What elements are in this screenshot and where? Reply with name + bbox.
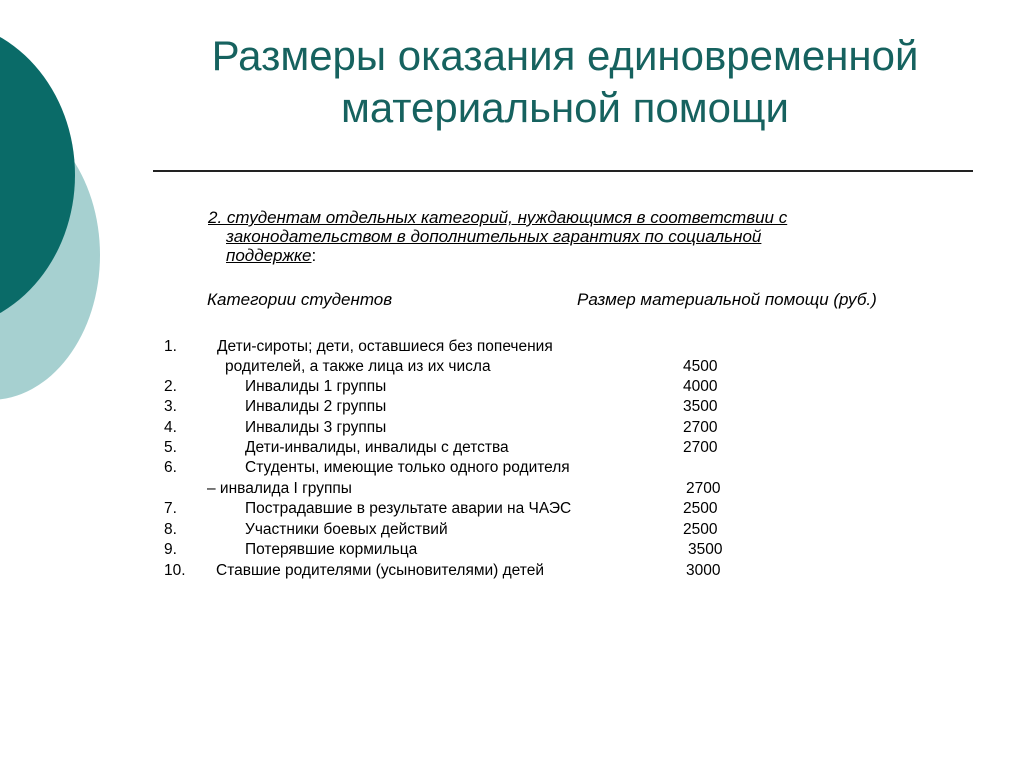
list-item xyxy=(0,377,1024,397)
item-text: Дети-инвалиды, инвалиды с детства xyxy=(245,439,509,456)
item-number: 6. xyxy=(164,459,177,476)
list-item xyxy=(0,499,1024,519)
intro-text xyxy=(208,208,948,265)
item-text: Инвалиды 3 группы xyxy=(245,419,387,436)
list-item xyxy=(0,337,1024,357)
item-text: Студенты, имеющие только одного родителя xyxy=(245,459,570,476)
item-value: 4500 xyxy=(683,358,718,375)
item-value: 4000 xyxy=(683,378,718,395)
item-number: 7. xyxy=(164,500,177,517)
item-text: Участники боевых действий xyxy=(245,521,448,538)
item-text: родителей, а также лица из их числа xyxy=(225,358,491,375)
item-number: 1. xyxy=(164,338,177,355)
item-text: Инвалиды 1 группы xyxy=(245,378,387,395)
intro-line-3: поддержке xyxy=(226,246,312,265)
item-value: 2500 xyxy=(683,500,718,517)
item-number: 4. xyxy=(164,419,177,436)
item-number: 5. xyxy=(164,439,177,456)
item-value: 3000 xyxy=(686,562,721,579)
item-value: 2700 xyxy=(683,439,718,456)
list-item xyxy=(0,479,1024,499)
intro-line-1: 2. студентам отдельных категорий, нуждающимся в соответствии с xyxy=(208,208,788,227)
intro-line-2: законодательством в дополнительных гарантиях по социальной xyxy=(226,227,762,246)
slide-title xyxy=(150,30,980,134)
item-text: – инвалида I группы xyxy=(207,480,352,497)
item-number: 8. xyxy=(164,521,177,538)
list-item xyxy=(0,540,1024,560)
item-number: 9. xyxy=(164,541,177,558)
intro-colon: : xyxy=(311,246,317,265)
list-item xyxy=(0,520,1024,540)
list-item xyxy=(0,397,1024,417)
item-value: 2700 xyxy=(683,419,718,436)
item-text: Дети-сироты; дети, оставшиеся без попечения xyxy=(217,338,553,355)
item-text: Потерявшие кормильца xyxy=(245,541,418,558)
item-value: 2700 xyxy=(686,480,721,497)
title-line-1: Размеры оказания единовременной xyxy=(211,32,919,79)
item-value: 3500 xyxy=(683,398,718,415)
list-item xyxy=(0,357,1024,377)
item-number: 2. xyxy=(164,378,177,395)
title-divider xyxy=(153,170,973,172)
item-value: 2500 xyxy=(683,521,718,538)
list-item xyxy=(0,418,1024,438)
list-item xyxy=(0,438,1024,458)
list-item xyxy=(0,458,1024,478)
column-header-category: Категории студентов xyxy=(207,290,393,309)
item-number: 10. xyxy=(164,562,186,579)
item-text: Инвалиды 2 группы xyxy=(245,398,387,415)
item-value: 3500 xyxy=(688,541,723,558)
title-line-2: материальной помощи xyxy=(340,84,790,131)
item-text: Ставшие родителями (усыновителями) детей xyxy=(216,562,544,579)
list-item xyxy=(0,561,1024,581)
item-number: 3. xyxy=(164,398,177,415)
column-header-amount: Размер материальной помощи (руб.) xyxy=(577,290,877,309)
item-text: Пострадавшие в результате аварии на ЧАЭС xyxy=(245,500,572,517)
